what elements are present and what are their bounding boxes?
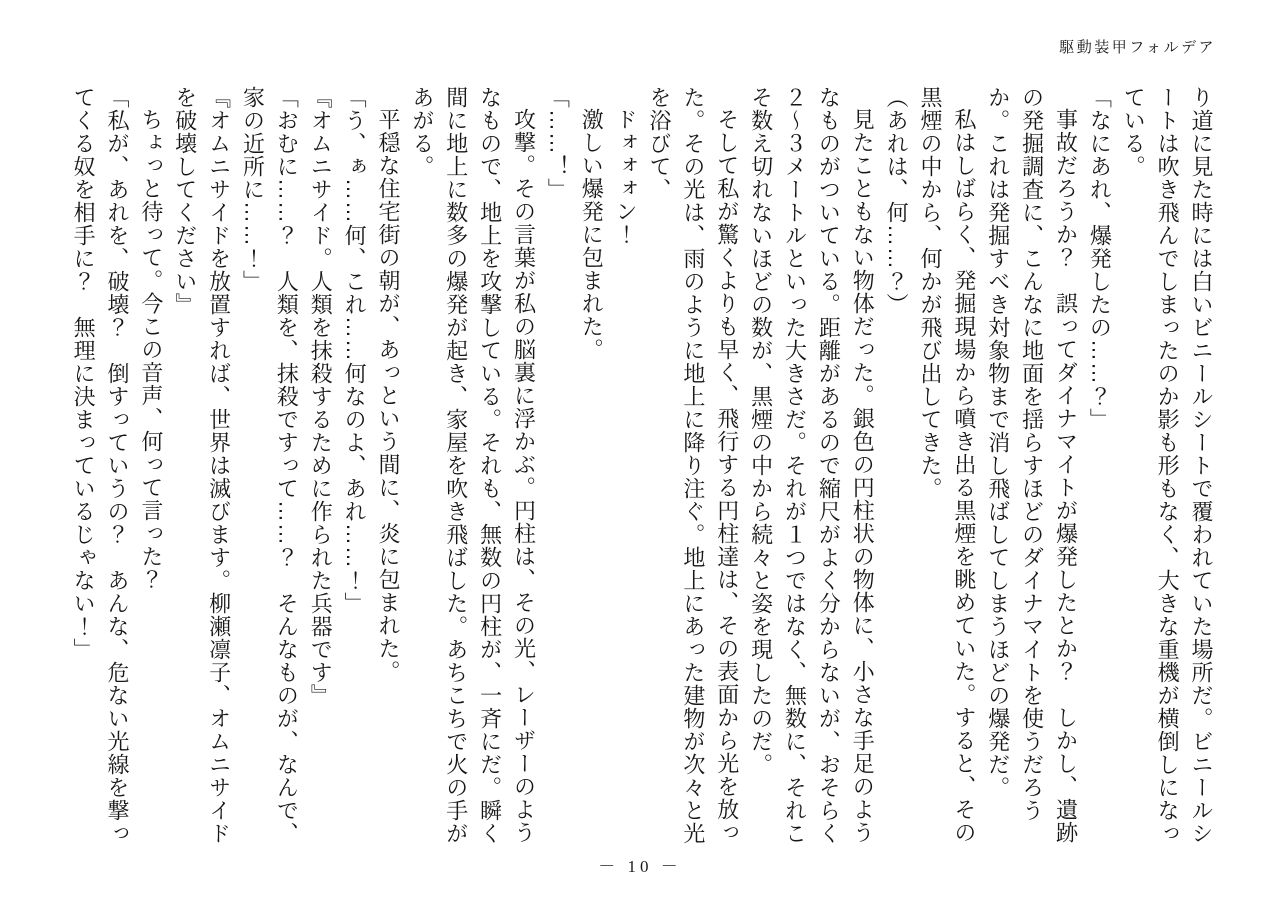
- paragraph: 「なにあれ、爆発したの……？」: [1087, 86, 1113, 431]
- page-number: － 10 －: [598, 857, 682, 876]
- paragraph: ちょっと待って。今この音声、何って言った？: [138, 108, 164, 591]
- paragraph: り道に見た時には白いビニールシートで覆われていた場所だ。ビニールシートは吹き飛んでしまったのか影も形もなく、大きな重機が横倒しになっている。: [1121, 86, 1214, 845]
- paragraph: そして私が驚くよりも早く、飛行する円柱達は、その表面から光を放った。その光は、雨のように地上に降り注ぐ。地上にあった建物が次々と光を浴びて、: [647, 86, 740, 845]
- paragraph: 『オムニサイドを放置すれば、世界は滅びます。柳瀬凛子、オムニサイドを破壊してください』: [172, 86, 232, 845]
- paragraph: 「う、ぁ……何、これ……何なのよ、あれ……！」: [342, 86, 368, 615]
- paragraph: 平穏な住宅街の朝が、あっという間に、炎に包まれた。: [376, 108, 401, 683]
- paragraph: 攻撃。その言葉が私の脳裏に浮かぶ。円柱は、その光、レーザーのようなもので、地上を攻撃している。それも、無数の円柱が、一斉にだ。瞬く間に地上に数多の爆発が起き、家屋を吹き飛ばした。あちこちで火の手があがる。: [409, 86, 537, 845]
- paragraph: ドォォォン！: [613, 108, 639, 246]
- paragraph: 「おむに……？ 人類を、抹殺ですって……？ そんなものが、なんで、家の近所に……！」: [240, 86, 300, 845]
- paragraph: （あれは、何……？）: [884, 86, 910, 316]
- paragraph: 見たこともない物体だった。銀色の円柱状の物体に、小さな手足のようなものがついている。距離があるので縮尺がよく分からないが、おそらく２〜３メートルといった大きさだ。それが１つではなく、無数に、それこそ数え切れないほどの数が、黒煙の中から続々と姿を現したのだ。: [748, 86, 876, 845]
- body-text: [58, 86, 1218, 856]
- paragraph: 「私が、あれを、破壊？ 倒すっていうの？ あんな、危ない光線を撃ってくる奴を相手に？ 無理に決まっているじゃない！」: [71, 86, 130, 845]
- paragraph: 私はしばらく、発掘現場から噴き出る黒煙を眺めていた。すると、その黒煙の中から、何かが飛び出してきた。: [918, 86, 977, 844]
- paragraph: 事故だろうか？ 誤ってダイナマイトが爆発したとか？ しかし、遺跡の発掘調査に、こんなに地面を揺らすほどのダイナマイトを使うだろうか。これは発掘すべき対象物まで消し飛ばしてしまうほどの爆発だ。: [985, 86, 1079, 844]
- page-header-title: 駆動装甲フォルデア: [1059, 39, 1216, 56]
- paragraph: 『オムニサイド。人類を抹殺するために作られた兵器です』: [308, 86, 334, 707]
- paragraph: 「……！」: [545, 86, 571, 201]
- paragraph: 激しい爆発に包まれた。: [579, 108, 605, 361]
